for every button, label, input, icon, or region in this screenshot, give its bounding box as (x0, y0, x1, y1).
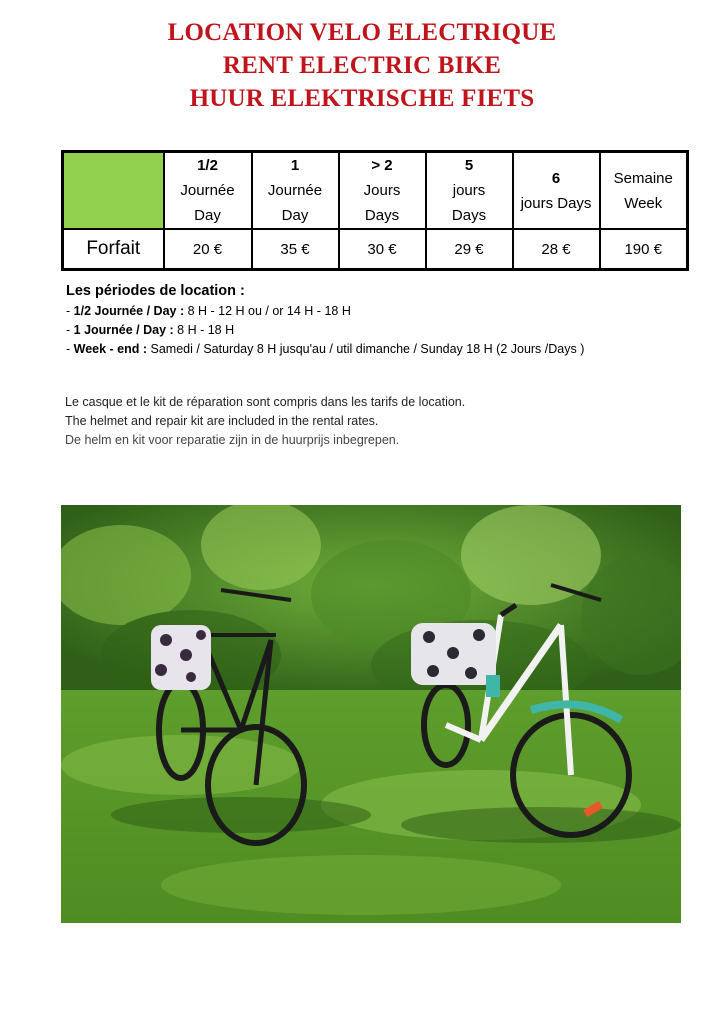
period-label: 1 Journée / Day : (73, 323, 174, 337)
header-line: Jours (363, 182, 401, 199)
price-cell: 35 € (252, 229, 339, 270)
header-top: 1/2 (197, 157, 218, 174)
header-top: 5 (464, 157, 474, 174)
note-english: The helmet and repair kit are included in the rental rates. (65, 414, 379, 428)
header-half-day (164, 152, 252, 230)
period-prefix: - (66, 304, 74, 318)
periods-title: Les périodes de location : (66, 283, 245, 299)
header-line: Days (364, 207, 400, 224)
table-header-row (63, 152, 688, 230)
period-label: Week - end : (73, 342, 148, 356)
header-line: Journée (180, 182, 235, 199)
header-top: 6 (551, 169, 561, 187)
period-hours: 8 H - 12 H ou / or 14 H - 18 H (184, 304, 351, 318)
period-hours: 8 H - 18 H (173, 323, 235, 337)
header-line: Semaine (613, 169, 673, 187)
color-swatch-cell (63, 152, 164, 230)
header-one-day (252, 152, 339, 230)
period-prefix: - (66, 342, 74, 356)
price-cell: 30 € (339, 229, 426, 270)
period-hours: Samedi / Saturday 8 H jusqu'au / util dimanche / Sunday 18 H (2 Jours /Days ) (147, 342, 585, 356)
header-line: Journée (267, 182, 323, 199)
header-top: 1 (290, 157, 300, 174)
price-table (61, 150, 689, 271)
bikes-photo (61, 505, 681, 923)
header-week (600, 152, 688, 230)
header-five-days (426, 152, 513, 230)
rental-periods (66, 282, 584, 359)
price-cell: 190 € (600, 229, 688, 270)
included-notes (65, 393, 465, 450)
title-dutch: HUUR ELEKTRISCHE FIETS (189, 85, 535, 112)
pannier-left (151, 625, 211, 690)
title-french: LOCATION VELO ELECTRIQUE (167, 19, 557, 46)
header-six-days (513, 152, 600, 230)
bikes-illustration (61, 505, 681, 923)
table-row (63, 229, 688, 270)
price-cell: 29 € (426, 229, 513, 270)
title-english: RENT ELECTRIC BIKE (222, 52, 502, 79)
row-label: Forfait (63, 229, 164, 270)
price-cell: 28 € (513, 229, 600, 270)
period-prefix: - (66, 323, 74, 337)
price-cell: 20 € (164, 229, 252, 270)
header-over-two-days (339, 152, 426, 230)
period-line (66, 302, 584, 321)
bike-shadow-left (111, 797, 371, 833)
header-top: > 2 (371, 157, 393, 174)
header-line: Days (451, 207, 487, 224)
note-dutch: De helm en kit voor reparatie zijn in de huurprijs inbegrepen. (65, 433, 400, 447)
page-header (0, 16, 724, 115)
header-line: jours (452, 182, 486, 199)
header-line: Day (194, 207, 221, 224)
header-line: Day (281, 207, 309, 224)
period-label: 1/2 Journée / Day : (73, 304, 185, 318)
header-line: Week (624, 194, 663, 212)
period-line (66, 321, 584, 340)
period-line (66, 340, 584, 359)
header-line: jours Days (520, 194, 592, 212)
note-french: Le casque et le kit de réparation sont compris dans les tarifs de location. (65, 395, 466, 409)
